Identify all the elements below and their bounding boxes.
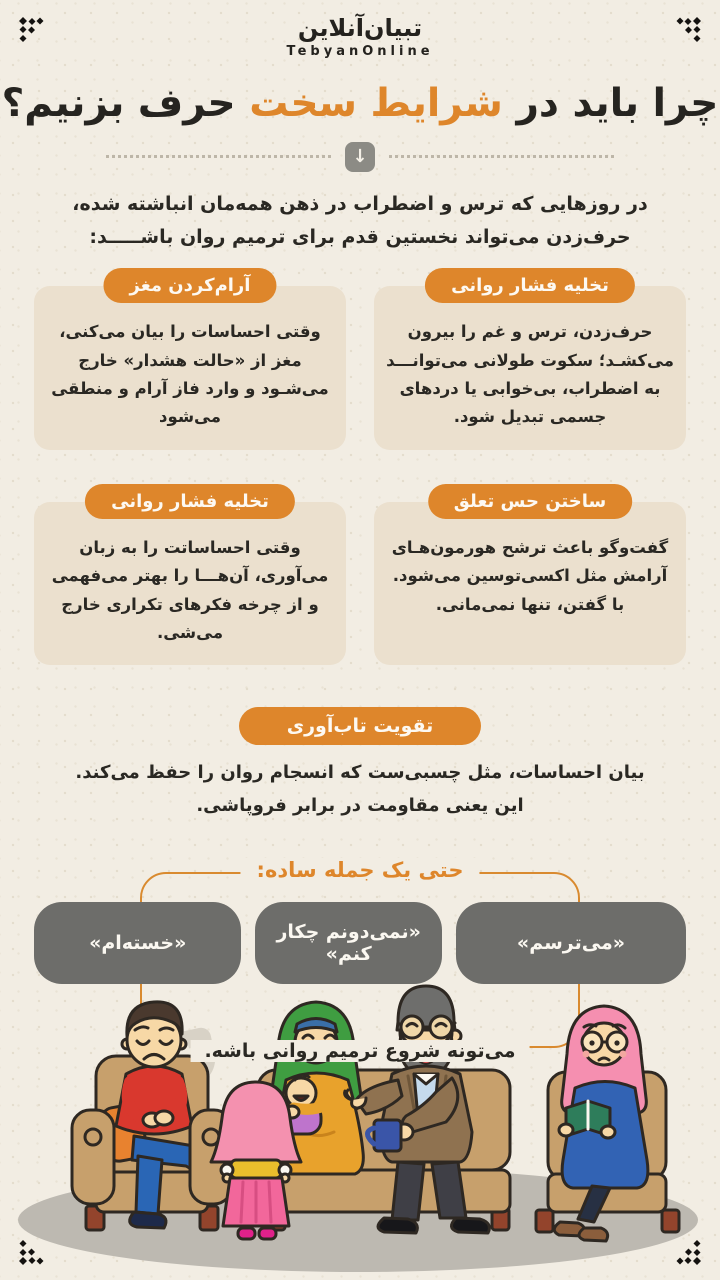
intro-line-2: حرف‌زدن می‌تواند نخستین قدم برای ترمیم روان باشـــــد:	[89, 226, 631, 249]
card-body-text: گفت‌وگو باعث ترشح هورمون‌هـای آرامش مثل اکسی‌توسین می‌شود. با گفتن، تنها نمی‌مانی.	[391, 537, 669, 614]
header	[0, 0, 720, 59]
brand-logo-english: TebyanOnline	[286, 44, 434, 59]
title-highlight: شرایط سخت	[249, 81, 503, 126]
intro-text	[0, 188, 720, 255]
phrase-bubble-scared: «می‌ترسم»	[456, 902, 686, 984]
card-pressure-relief	[374, 275, 686, 450]
card-body-text: وقتی احساسات را بیان می‌کنی، مغز از «حالت هشدار» خارج می‌شـود و وارد فاز آرام و منطقی می‌شود	[51, 322, 329, 427]
phrase-bubbles	[34, 902, 686, 984]
phrase-bubble-tired: «خسته‌ام»	[34, 902, 241, 984]
title-part-post: حرف بزنیم؟	[1, 81, 250, 126]
benefit-cards	[34, 275, 686, 665]
card-pressure-relief-2	[34, 490, 346, 666]
resilience-line-2: این یعنی مقاومت در برابر فروپاشی.	[196, 794, 524, 816]
diamond-ornament-icon	[674, 16, 702, 44]
page-title	[0, 81, 720, 128]
card-body-text: حرف‌زدن، ترس و غم را بیرون می‌کشـد؛ سکوت طولانی می‌توانـــد به اضطراب، بی‌خوابی یا دردهای جسمی تبدیل شود.	[386, 322, 674, 427]
diamond-ornament-icon	[18, 16, 46, 44]
simple-sentence-footer: می‌تونه شروع ترمیم روانی باشه.	[190, 1040, 529, 1062]
brand-logo-farsi: تبیان‌آنلاین	[297, 14, 423, 42]
card-belonging	[374, 490, 686, 666]
card-title-badge: تخلیه فشار روانی	[85, 484, 295, 519]
card-body-text: وقتی احساساتت را به زبان می‌آوری، آن‌هـــا را بهتر می‌فهمی و از چرخه فکرهای تکراری خارج می‌شی.	[51, 537, 329, 642]
dotted-line	[389, 155, 614, 158]
resilience-section	[0, 707, 720, 822]
dotted-line	[106, 155, 331, 158]
card-title-badge: تخلیه فشار روانی	[425, 268, 635, 303]
card-calm-brain	[34, 275, 346, 450]
card-title-badge: آرام‌کردن مغز	[104, 268, 277, 303]
intro-line-1: در روزهایی که ترس و اضطراب در ذهن همه‌مان انباشته شده،	[72, 192, 648, 215]
resilience-line-1: بیان احساسات، مثل چسبی‌ست که انسجام روان را حفظ می‌کند.	[75, 762, 645, 784]
little-girl	[211, 1082, 301, 1239]
phrase-bubble-dont-know: «نمی‌دونم چکار کنم»	[255, 902, 441, 984]
resilience-title-badge: تقویت تاب‌آوری	[239, 707, 482, 745]
simple-sentence-heading: حتی یک جمله ساده:	[241, 858, 480, 882]
title-part-pre: چرا باید در	[502, 81, 719, 126]
card-title-badge: ساختن حس تعلق	[428, 484, 632, 519]
divider	[0, 142, 720, 172]
family-couch-illustration	[0, 980, 720, 1280]
resilience-text	[0, 757, 720, 822]
down-arrow-icon: ↓	[345, 142, 375, 172]
